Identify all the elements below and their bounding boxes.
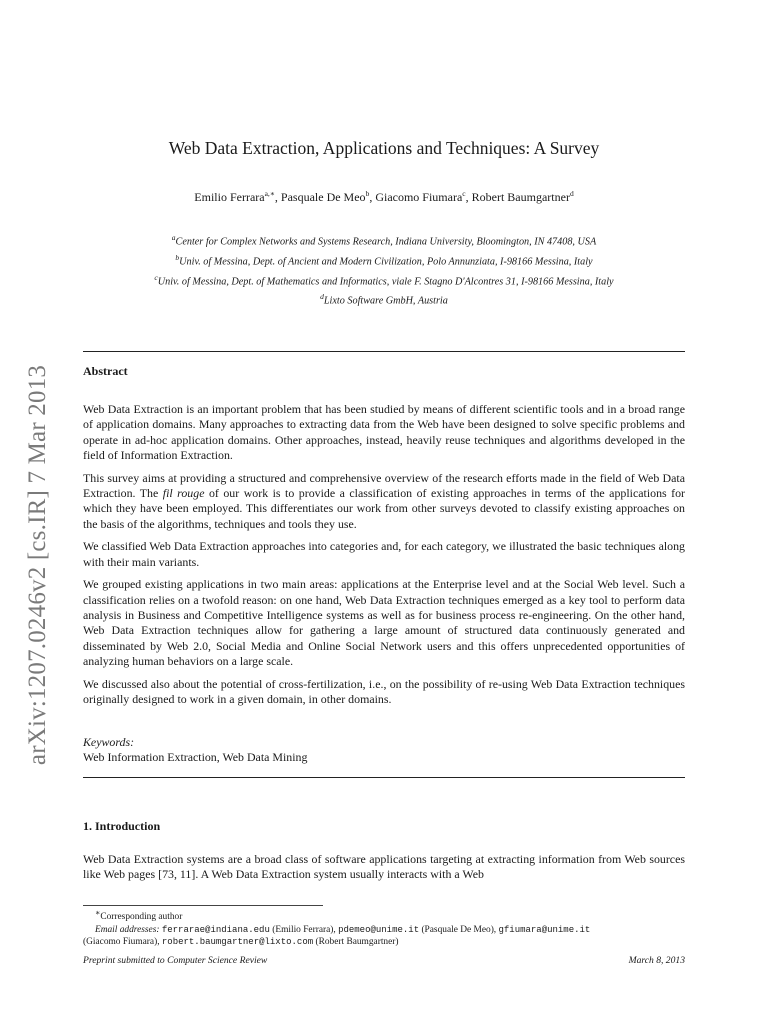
- affiliation: [0, 253, 768, 267]
- footer-submission: Preprint submitted to Computer Science Review: [83, 955, 268, 966]
- author-mark: b: [365, 189, 370, 198]
- affiliation-mark: c: [154, 273, 158, 282]
- abstract-text: of our work is to provide a classification of existing approaches in terms of the applications for which they have been employed. This differentiates our work from other surveys devoted to classify existing approaches on the basis of the algorithms, techniques and tools they use.: [83, 485, 685, 531]
- email-link[interactable]: pdemeo@unime.it: [338, 924, 420, 935]
- author-name: Emilio Ferrara: [194, 190, 265, 204]
- intro-paragraph: Web Data Extraction systems are a broad class of software applications targeting at extracting information from Web sources like Web pages [73, 11]. A Web Data Extraction system usually interacts with a Web: [83, 852, 685, 882]
- affiliation: [0, 292, 768, 306]
- abstract-paragraph: Web Data Extraction is an important problem that has been studied by means of different scientific tools and in a broad range of application domains. Many approaches to extracting data from the Web have been designed to solve specific problems and operate in ad-hoc application domains. Other approaches, instead, heavily reuse techniques and algorithms developed in the field of Information Extraction.: [83, 402, 685, 462]
- affiliation-text: Lixto Software GmbH, Austria: [323, 295, 448, 307]
- email-footnote: [83, 924, 685, 937]
- abstract-top-rule: [83, 351, 685, 352]
- footnote-mark: ∗: [95, 908, 101, 917]
- email-footnote-cont: [83, 936, 685, 949]
- affiliation-text: Univ. of Messina, Dept. of Mathematics and Informatics, viale F. Stagno D'Alcontres 31, I-98166 Messina, Italy: [157, 276, 614, 288]
- intro-text: Web Data Extraction systems are a broad class of software applications targeting at extracting information from Web sources like Web pages: [83, 852, 685, 882]
- affiliation: [0, 273, 768, 287]
- email-link[interactable]: ferrarae@indiana.edu: [161, 924, 270, 935]
- keywords-block: [83, 735, 307, 766]
- abstract-body: [83, 402, 685, 715]
- introduction-body: [83, 852, 685, 890]
- affiliation-mark: a: [171, 233, 176, 242]
- footnotes: [83, 907, 685, 949]
- citation-link[interactable]: 73: [162, 867, 174, 882]
- intro-text: . A Web Data Extraction system usually interacts with a Web: [195, 867, 484, 882]
- keywords-value: Web Information Extraction, Web Data Mining: [83, 750, 308, 765]
- abstract-heading: Abstract: [83, 364, 128, 378]
- email-link[interactable]: gfiumara@unime.it: [498, 924, 591, 935]
- abstract-bottom-rule: [83, 777, 685, 778]
- email-label: Email addresses:: [95, 924, 160, 935]
- author-mark: a,∗: [264, 189, 275, 198]
- abstract-paragraph: We grouped existing applications in two main areas: applications at the Enterprise level and at the Social Web level. Such a classification relies on a twofold reason: on one hand, Web Data Extraction techniques emerged as a key tool to perform data analysis in Business and Competitive Intelligence systems as well as for business process re-engineering. On the other hand, Web Data Extraction techniques allow for gathering a large amount of structured data continuously generated and disseminated by Web 2.0, Social Media and Online Social Network users and this offers unprecedented opportunities of analyzing human behaviors on a large scale.: [83, 577, 685, 668]
- footer-date: March 8, 2013: [628, 955, 685, 966]
- author-name: Giacomo Fiumara: [375, 190, 463, 204]
- abstract-paragraph: [83, 471, 685, 532]
- keywords-label: Keywords:: [83, 735, 135, 749]
- footnote-text: Corresponding author: [100, 912, 183, 923]
- affiliation-text: Univ. of Messina, Dept. of Ancient and Modern Civilization, Polo Annunziata, I-98166 Messina, Italy: [179, 256, 593, 268]
- footnote-rule: [83, 905, 323, 906]
- arxiv-id: arXiv:1207.0246v2 [cs.IR] 7 Mar 2013: [24, 364, 52, 766]
- author-mark: c: [462, 189, 466, 198]
- author-name: Pasquale De Meo: [280, 190, 366, 204]
- abstract-text: This survey aims at providing a structured and comprehensive overview of the research efforts made in the field of Web Data Extraction. The: [83, 470, 685, 500]
- corresponding-footnote: [83, 907, 685, 924]
- affiliation-text: Center for Complex Networks and Systems Research, Indiana University, Bloomington, IN 47408, USA: [175, 236, 597, 248]
- email-link[interactable]: robert.baumgartner@lixto.com: [161, 937, 314, 948]
- author-list: Emilio Ferrara$^{a,∗}$, Pasquale De Meo$^b$, Giacomo Fiumara$^c$, Robert Baumgartner$^d$: [194, 189, 574, 204]
- citation-separator: ,: [173, 867, 180, 882]
- abstract-paragraph: We classified Web Data Extraction approaches into categories and, for each category, we illustrated the basic techniques along with their main variants.: [83, 539, 685, 569]
- author-mark: d: [569, 189, 574, 198]
- arxiv-stamp: [16, 355, 60, 775]
- affiliation-mark: b: [175, 253, 180, 262]
- affiliation: [0, 233, 768, 247]
- paper-title: Web Data Extraction, Applications and Techniques: A Survey: [168, 138, 600, 158]
- abstract-paragraph: We discussed also about the potential of cross-fertilization, i.e., on the possibility of re-using Web Data Extraction techniques originally designed to work in a given domain, in other domains.: [83, 676, 685, 707]
- footnote-text: (Pasquale De Meo),: [419, 924, 499, 935]
- affiliation-mark: d: [320, 292, 324, 301]
- emphasis-text: fil rouge: [162, 485, 205, 500]
- footnote-text: (Giacomo Fiumara),: [83, 937, 162, 948]
- section-heading-introduction: 1. Introduction: [83, 819, 161, 833]
- citation-link[interactable]: 11: [179, 867, 192, 882]
- footnote-text: (Robert Baumgartner): [313, 937, 399, 948]
- footnote-text: (Emilio Ferrara),: [269, 924, 339, 935]
- author-name: Robert Baumgartner: [471, 190, 570, 204]
- page-footer: [83, 955, 685, 966]
